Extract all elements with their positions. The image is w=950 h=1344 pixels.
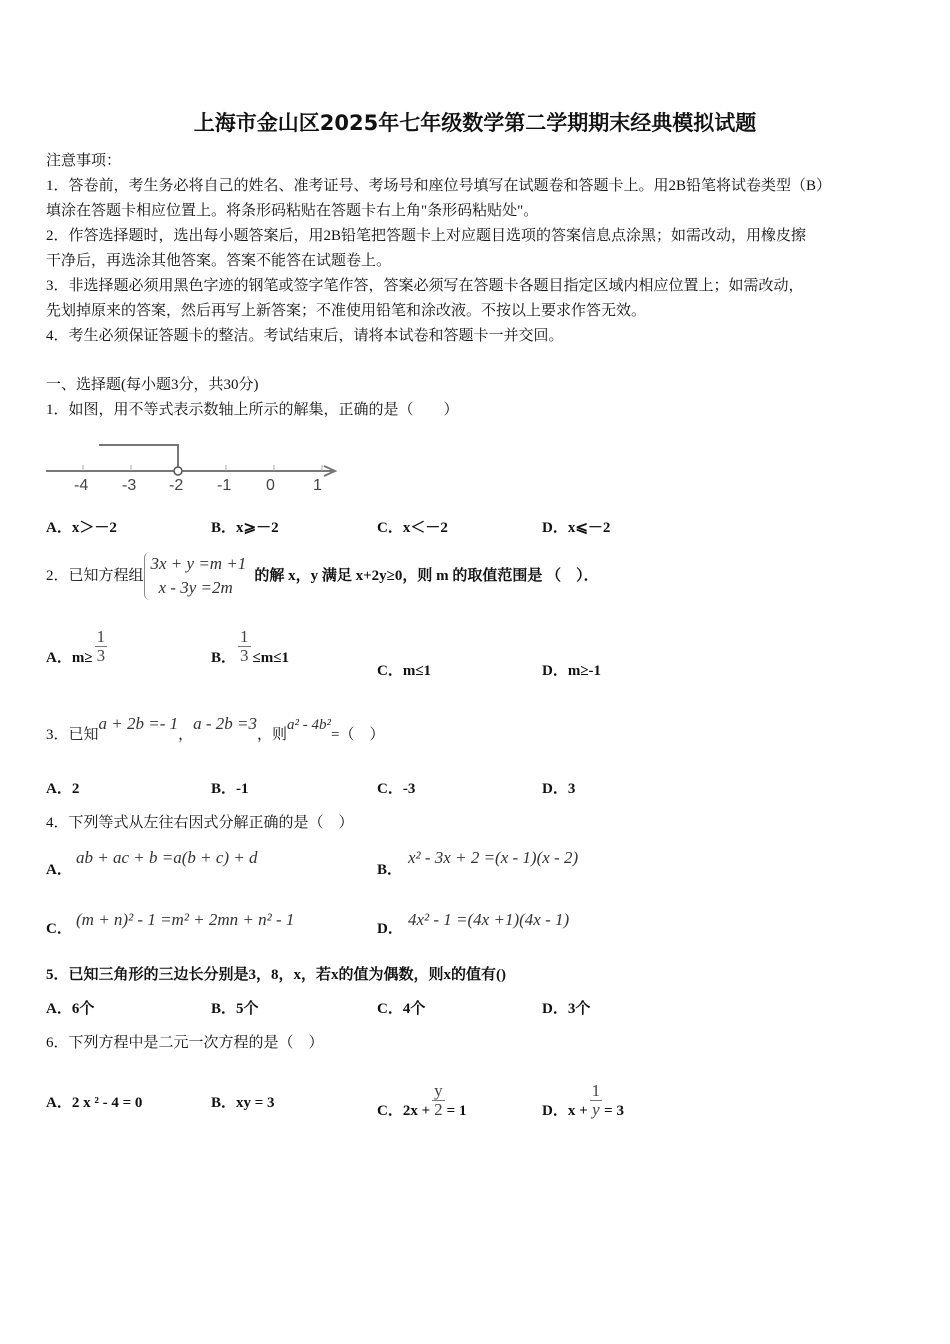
option-b: B．5个	[211, 1001, 259, 1017]
option-suffix: = 3	[604, 1102, 624, 1119]
separator: ，	[178, 727, 194, 743]
option-a: A．2	[46, 781, 80, 797]
option-label: A．m≥	[46, 649, 93, 666]
solution-ray	[99, 445, 178, 471]
option-b-label: B．	[377, 862, 403, 878]
option-c	[377, 1070, 467, 1119]
q3-then: ，则	[257, 727, 288, 743]
section-heading: 一、选择题(每小题3分，共30分)	[46, 377, 259, 393]
option-tail: ≤m≤1	[252, 649, 289, 666]
option-c: C．m≤1	[377, 663, 432, 679]
page-title: 上海市金山区2025年七年级数学第二学期期末经典模拟试题	[193, 111, 757, 135]
question-6-stem: 6．下列方程中是二元一次方程的是（ ）	[46, 1035, 324, 1051]
tick-label: -4	[74, 477, 89, 494]
option-a: A．x＞－2	[46, 520, 117, 536]
q3-suffix: =（ ）	[331, 727, 385, 743]
fraction-denominator: y	[592, 1100, 600, 1119]
fraction-numerator: 1	[96, 627, 106, 646]
equation-system	[144, 552, 247, 600]
fraction-numerator: y	[434, 1081, 443, 1100]
fraction-numerator: 1	[591, 1081, 601, 1100]
q2-suffix: 的解 x，y 满足 x+2y≥0，则 m 的取值范围是 （ ）．	[254, 568, 599, 584]
q3-prefix: 3．已知	[46, 727, 99, 743]
option-d: D．3个	[542, 1001, 591, 1017]
question-4-stem: 4．下列等式从左往右因式分解正确的是（ ）	[46, 815, 354, 831]
option-a: A．2 x ² - 4 = 0	[46, 1095, 143, 1111]
option-d: D．3	[542, 781, 576, 797]
notice-line: 先划掉原来的答案，然后再写上新答案；不准使用铅笔和涂改液。不按以上要求作答无效。	[46, 303, 647, 319]
option-d: D．x⩽－2	[542, 520, 611, 536]
option-b-expression: x² - 3x + 2 =(x - 1)(x - 2)	[408, 848, 579, 867]
option-b: B．x⩾－2	[211, 520, 279, 536]
option-c: C．-3	[377, 781, 416, 797]
equation-1: 3x + y =m +1	[150, 554, 247, 573]
notice-line: 1．答卷前，考生务必将自己的姓名、准考证号、考场号和座位号填写在试题卷和答题卡上。用2B铅笔将试卷类型（B）	[46, 178, 832, 194]
notice-line: 填涂在答题卡相应位置上。将条形码粘贴在答题卡右上角"条形码粘贴处"。	[46, 203, 539, 219]
expression: a + 2b =- 1	[98, 714, 179, 733]
tick-label: -2	[169, 477, 184, 494]
option-prefix: D．x +	[542, 1102, 588, 1119]
option-b: B．-1	[211, 781, 249, 797]
q2-prefix: 2．已知方程组	[46, 568, 144, 584]
fraction-numerator: 1	[240, 627, 249, 646]
option-d: D．m≥-1	[542, 663, 602, 679]
expression: a² - 4b²	[287, 717, 332, 733]
option-a-label: A．	[46, 862, 72, 878]
fraction-denominator: 3	[240, 646, 249, 665]
option-a-expression: ab + ac + b =a(b + c) + d	[76, 848, 258, 867]
tick-label: -3	[122, 477, 137, 494]
option-b	[211, 627, 289, 677]
notice-heading: 注意事项：	[46, 153, 122, 169]
fraction-denominator: 2	[434, 1100, 443, 1119]
question-3-stem	[46, 714, 385, 745]
notice-line: 2．作答选择题时，选出每小题答案后，用2B铅笔把答题卡上对应题目选项的答案信息点涂黑；如需改动，用橡皮擦	[46, 228, 807, 244]
option-a: A．6个	[46, 1001, 95, 1017]
tick-label: -1	[217, 477, 232, 494]
option-d-label: D．	[377, 921, 403, 937]
option-c-label: C．	[46, 921, 72, 937]
tick-label: 1	[313, 477, 322, 494]
option-label: B．	[211, 649, 237, 666]
question-5-stem: 5．已知三角形的三边长分别是3，8，x，若x的值为偶数，则x的值有()	[46, 967, 506, 983]
notice-line: 3．非选择题必须用黑色字迹的钢笔或签字笔作答，答案必须写在答题卡各题目指定区域内相应位置上；如需改动，	[46, 278, 804, 294]
expression: a - 2b =3	[193, 714, 258, 733]
question-1-stem: 1．如图，用不等式表示数轴上所示的解集，正确的是（ ）	[46, 402, 459, 418]
option-d	[542, 1070, 624, 1119]
option-b: B．xy = 3	[211, 1095, 275, 1111]
notice-line: 干净后，再选涂其他答案。答案不能答在试题卷上。	[46, 253, 392, 269]
tick-label: 0	[266, 477, 275, 494]
notice-line: 4．考生必须保证答题卡的整洁。考试结束后，请将本试卷和答题卡一并交回。	[46, 328, 564, 344]
option-c-expression: (m + n)² - 1 =m² + 2mn + n² - 1	[76, 910, 295, 929]
option-a	[46, 627, 109, 677]
question-2-stem	[46, 552, 599, 600]
equation-2: x - 3y =2m	[158, 578, 233, 597]
option-d-expression: 4x² - 1 =(4x +1)(4x - 1)	[408, 910, 570, 929]
fraction-denominator: 3	[96, 646, 106, 665]
number-line-figure	[40, 435, 350, 495]
option-suffix: = 1	[446, 1102, 467, 1119]
option-prefix: C．2x +	[377, 1102, 431, 1119]
open-circle-point	[174, 467, 182, 475]
option-c: C．4个	[377, 1001, 426, 1017]
option-c: C．x＜－2	[377, 520, 448, 536]
